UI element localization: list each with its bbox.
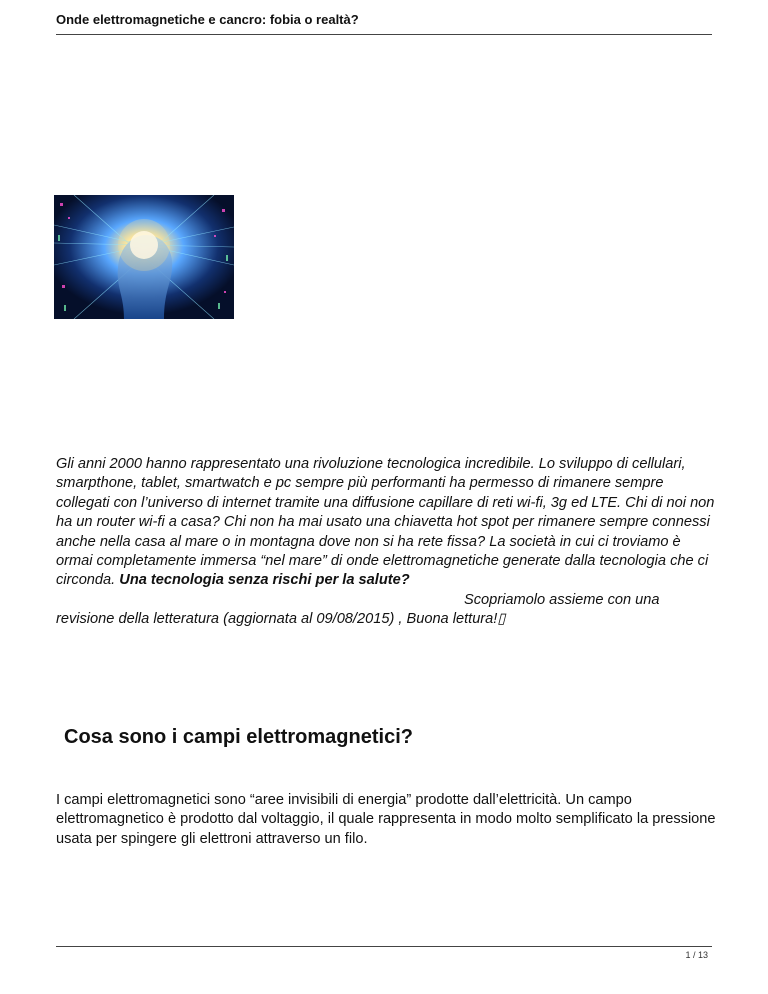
intro-closing-a: Scopriamolo assieme [464, 591, 604, 608]
intro-paragraph [56, 455, 718, 630]
section-paragraph: I campi elettromagnetici sono “aree invisibili di energia” prodotte dall’elettricità. Un campo elettromagnetico è prodotto dal voltaggio, il quale rappresenta in modo molto semplificato la pressione usata per spingere gli elettroni attraverso un filo. [56, 792, 716, 847]
document-title: Onde elettromagnetiche e cancro: fobia o realtà? [56, 12, 359, 27]
page-number: 1 / 13 [685, 950, 708, 960]
missing-glyph-icon: ▯ [497, 611, 506, 628]
hero-image-digital-head [54, 195, 234, 319]
intro-bold-question: Una tecnologia senza rischi per la salute? [119, 572, 410, 589]
intro-text: Gli anni 2000 hanno rappresentato una rivoluzione tecnologica incredibile. Lo sviluppo di cellulari, smarpthone, tablet, smartwatch e pc sempre più performanti ha permesso di rimanere sempre collegati con l’universo di internet tramite una diffusione capillare di reti wi-fi, 3g ed LTE. Chi di noi non ha un router wi-fi a casa? Chi non ha mai usato una chiavetta hot spot per rimanere sempre connessi anche nella casa al mare o in montagna dove non si ha rete fissa? La società in cui ci troviamo è ormai completamente immersa “nel mare” di onde elettromagnetiche generate dalla tecnologia che ci circonda. [56, 456, 715, 589]
footer-divider [56, 946, 712, 947]
intro-closing-b: con una revisione della letteratura (aggiornata al 09/08/2015) , Buona lettura! [56, 591, 660, 628]
section-heading: Cosa sono i campi elettromagnetici? [64, 726, 413, 748]
header-divider [56, 34, 712, 35]
